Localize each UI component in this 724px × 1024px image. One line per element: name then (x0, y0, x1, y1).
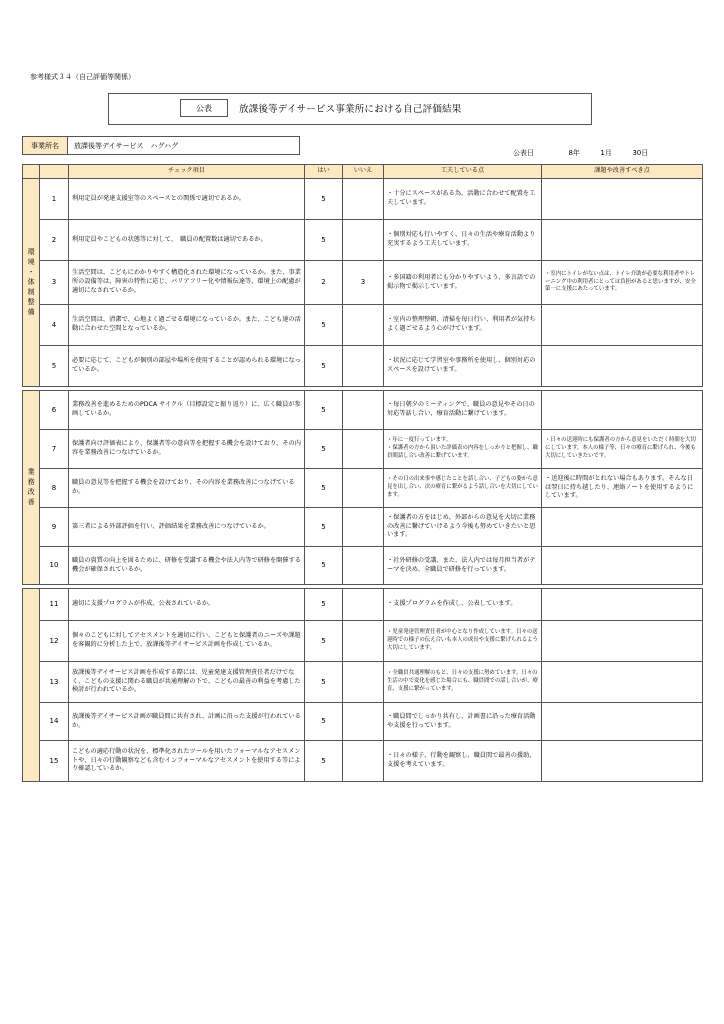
row-number: 13 (40, 662, 69, 703)
improve-cell: ・送迎後に時間がとれない場合もあります。そんな日は翌日に持ち越したり、連絡ノートを使用するようにしています。 (542, 469, 703, 508)
effort-cell: ・日々の様子、行動を観察し、職員間で最善の援助、支援を考えています。 (384, 741, 542, 782)
yes-count: 5 (305, 430, 343, 469)
check-item: 職員の資質の向上を図るために、研修を受講する機会や法人内等で研修を開催する機会が確保されているか。 (69, 547, 305, 585)
yes-count: 5 (305, 741, 343, 782)
effort-cell: ・職員間でしっかり共有し、計画書に沿った療育活動や支援を行っています。 (384, 703, 542, 741)
effort-cell: ・十分にスペースがある為、活動に合わせて配置を工夫しています。 (384, 179, 542, 220)
reference-label: 参考様式３４（自己評価等関係） (30, 73, 135, 81)
yes-count: 5 (305, 220, 343, 261)
no-count (343, 305, 384, 346)
improve-cell (542, 179, 703, 220)
header-improve: 課題や改善すべき点 (542, 165, 703, 179)
no-count (343, 391, 384, 430)
table-row (23, 430, 703, 469)
improve-cell (542, 220, 703, 261)
effort-cell: ・室内の整理整頓、清掃を毎日行い、利用者が気持ちよく過ごせるよう心がけています。 (384, 305, 542, 346)
yes-count: 2 (305, 261, 343, 305)
table-row (23, 305, 703, 346)
no-count (343, 346, 384, 387)
effort-cell: ・状況に応じて学習室や事務所を使用し、個別対応のスペースを設けています。 (384, 346, 542, 387)
check-item: こどもの適応行動の状況を、標準化されたツールを用いたフォーマルなアセスメントや、日々の行動観察なども含むインフォーマルなアセスメントを使用する等により確認しているか。 (69, 741, 305, 782)
effort-cell: ・全職員共通理解のもと、日々の支援に努めています。日々の生活の中で変化を感じた場合にも、職員間での話し合いが、療育、支援に繋がっています。 (384, 662, 542, 703)
row-number: 5 (40, 346, 69, 387)
improve-cell (542, 508, 703, 547)
effort-cell: ・支援プログラムを作成し、公表しています。 (384, 589, 542, 621)
yes-count: 5 (305, 547, 343, 585)
row-number: 15 (40, 741, 69, 782)
publish-year: 8年 (568, 149, 580, 157)
table-row (23, 547, 703, 585)
no-count (343, 662, 384, 703)
publish-date-label: 公表日 (513, 149, 534, 157)
no-count (343, 703, 384, 741)
no-count (343, 179, 384, 220)
effort-cell: ・その日の出来事や感じたことを話し合い、子どもの姿から意見を出し合い、次の療育に繋がるよう話し合いを大切にしています。 (384, 469, 542, 508)
row-number: 11 (40, 589, 69, 621)
row-number: 2 (40, 220, 69, 261)
row-number: 7 (40, 430, 69, 469)
check-item: 利用定員やこどもの状態等に対して、 職員の配置数は適切であるか。 (69, 220, 305, 261)
publish-badge: 公表 (180, 99, 228, 117)
no-count (343, 589, 384, 621)
effort-cell: ・保護者の方をはじめ、外部からの意見を大切に業務の改善に繋げていけるよう今後も努めていきたいと思います。 (384, 508, 542, 547)
publish-day: 30日 (632, 149, 649, 157)
effort-cell: ・個別対応も行いやすく、日々の生活や療育活動より充実するよう工夫しています。 (384, 220, 542, 261)
table-row (23, 703, 703, 741)
title-box (108, 93, 592, 125)
table-row (23, 621, 703, 662)
section-label (23, 589, 40, 782)
improve-cell (542, 741, 703, 782)
row-number: 10 (40, 547, 69, 585)
effort-cell: ・児童発達管理責任者が中心となり作成しています。日々の送迎時での様子の伝え合いも本人の成長や支援に繋げられるよう大切にしています。 (384, 621, 542, 662)
row-number: 3 (40, 261, 69, 305)
table-row (23, 589, 703, 621)
check-item: 放課後等デイサービス計画を作成する際には、児童発達支援管理責任者だけでなく、こどもの支援に関わる職員が共通理解の下で、こどもの最善の利益を考慮した検討が行われているか。 (69, 662, 305, 703)
table-row (23, 261, 703, 305)
header-yes: はい (305, 165, 343, 179)
effort-cell: ・毎日朝夕のミーティングで、職員の意見やその日の対応等話し合い、療育活動に繋げています。 (384, 391, 542, 430)
improve-cell (542, 662, 703, 703)
office-box (22, 136, 300, 155)
table-row (23, 508, 703, 547)
table-row (23, 391, 703, 430)
check-item: 個々のこどもに対してアセスメントを適切に行い、こどもと保護者のニーズや課題を客観的に分析した上で、放課後等デイサービス計画を作成しているか。 (69, 621, 305, 662)
no-count: 3 (343, 261, 384, 305)
yes-count: 5 (305, 662, 343, 703)
no-count (343, 508, 384, 547)
effort-cell: ・年に一度行っています。 ・保護者の方から頂いた評価表の内容をしっかりと把握し、職員間話し合い改善に繋げています。 (384, 430, 542, 469)
header-effort: 工夫している点 (384, 165, 542, 179)
row-number: 9 (40, 508, 69, 547)
yes-count: 5 (305, 469, 343, 508)
improve-cell: ・室内にトイレがない点は、トイレ介助が必要な利用者やトレーニング中の利用者にとっては負担があると思いますが、安全第一に支援にあたっています。 (542, 261, 703, 305)
improve-cell (542, 391, 703, 430)
no-count (343, 430, 384, 469)
yes-count: 5 (305, 703, 343, 741)
check-item: 業務改善を進めるためのPDCA サイクル（目標設定と振り返り）に、広く職員が参画しているか。 (69, 391, 305, 430)
evaluation-table (22, 164, 703, 782)
office-name: 放課後等デイサービス ハグハグ (74, 141, 179, 150)
section-label: 業務改善 (23, 391, 40, 585)
check-item: 第三者による外部評価を行い、評価結果を業務改善につなげているか。 (69, 508, 305, 547)
check-item: 必要に応じて、こどもが個別の部屋や場所を使用することが認められる環境になっているか。 (69, 346, 305, 387)
check-item: 生活空間は、こどもにわかりやすく構造化された環境になっているか。また、事業所の設備等は、障害の特性に応じ、バリアフリー化や情報伝達等、環境上の配慮が適切になされているか。 (69, 261, 305, 305)
table-header-row (23, 165, 703, 179)
improve-cell (542, 621, 703, 662)
improve-cell (542, 305, 703, 346)
no-count (343, 469, 384, 508)
table-row (23, 220, 703, 261)
header-check-item: チェック項目 (69, 165, 305, 179)
table-row (23, 179, 703, 220)
row-number: 8 (40, 469, 69, 508)
yes-count: 5 (305, 621, 343, 662)
office-label: 事業所名 (23, 137, 68, 154)
yes-count: 5 (305, 508, 343, 547)
no-count (343, 621, 384, 662)
check-item: 生活空間は、清潔で、心地よく過ごせる環境になっているか。また、こども達の活動に合わせた空間となっているか。 (69, 305, 305, 346)
check-item: 利用定員が発達支援室等のスペースとの関係で適切であるか。 (69, 179, 305, 220)
table-row (23, 662, 703, 703)
yes-count: 5 (305, 346, 343, 387)
improve-cell (542, 346, 703, 387)
no-count (343, 220, 384, 261)
row-number: 1 (40, 179, 69, 220)
no-count (343, 741, 384, 782)
effort-cell: ・多国籍の利用者にも分かりやすいよう、多言語での掲示物で掲示しています。 (384, 261, 542, 305)
row-number: 14 (40, 703, 69, 741)
publish-date (513, 148, 648, 158)
yes-count: 5 (305, 391, 343, 430)
check-item: 職員の意見等を把握する機会を設けており、その内容を業務改善につなげているか。 (69, 469, 305, 508)
row-number: 12 (40, 621, 69, 662)
improve-cell: ・日々の送迎時にも保護者の方から意見をいただく時間を大切にしています。本人の様子等、日々の療育に繋げられ、今後も大切にしていきたいです。 (542, 430, 703, 469)
check-item: 適切に支援プログラムが作成、公表されているか。 (69, 589, 305, 621)
table-row (23, 346, 703, 387)
yes-count: 5 (305, 305, 343, 346)
row-number: 4 (40, 305, 69, 346)
yes-count: 5 (305, 179, 343, 220)
check-item: 放課後等デイサービス計画が職員間に共有され、計画に沿った支援が行われているか。 (69, 703, 305, 741)
header-no: いいえ (343, 165, 384, 179)
improve-cell (542, 703, 703, 741)
check-item: 保護者向け評価表により、保護者等の意向等を把握する機会を設けており、その内容を業務改善につなげているか。 (69, 430, 305, 469)
publish-month: 1月 (600, 149, 612, 157)
row-number: 6 (40, 391, 69, 430)
effort-cell: ・社外研修の受講、また、法人内では毎月担当者がテーマを決め、全職員で研修を行っています。 (384, 547, 542, 585)
improve-cell (542, 589, 703, 621)
section-label: 環境・体制整備 (23, 179, 40, 387)
table-row (23, 469, 703, 508)
page-title: 放課後等デイサービス事業所における自己評価結果 (239, 104, 462, 115)
table-row (23, 741, 703, 782)
improve-cell (542, 547, 703, 585)
no-count (343, 547, 384, 585)
yes-count: 5 (305, 589, 343, 621)
